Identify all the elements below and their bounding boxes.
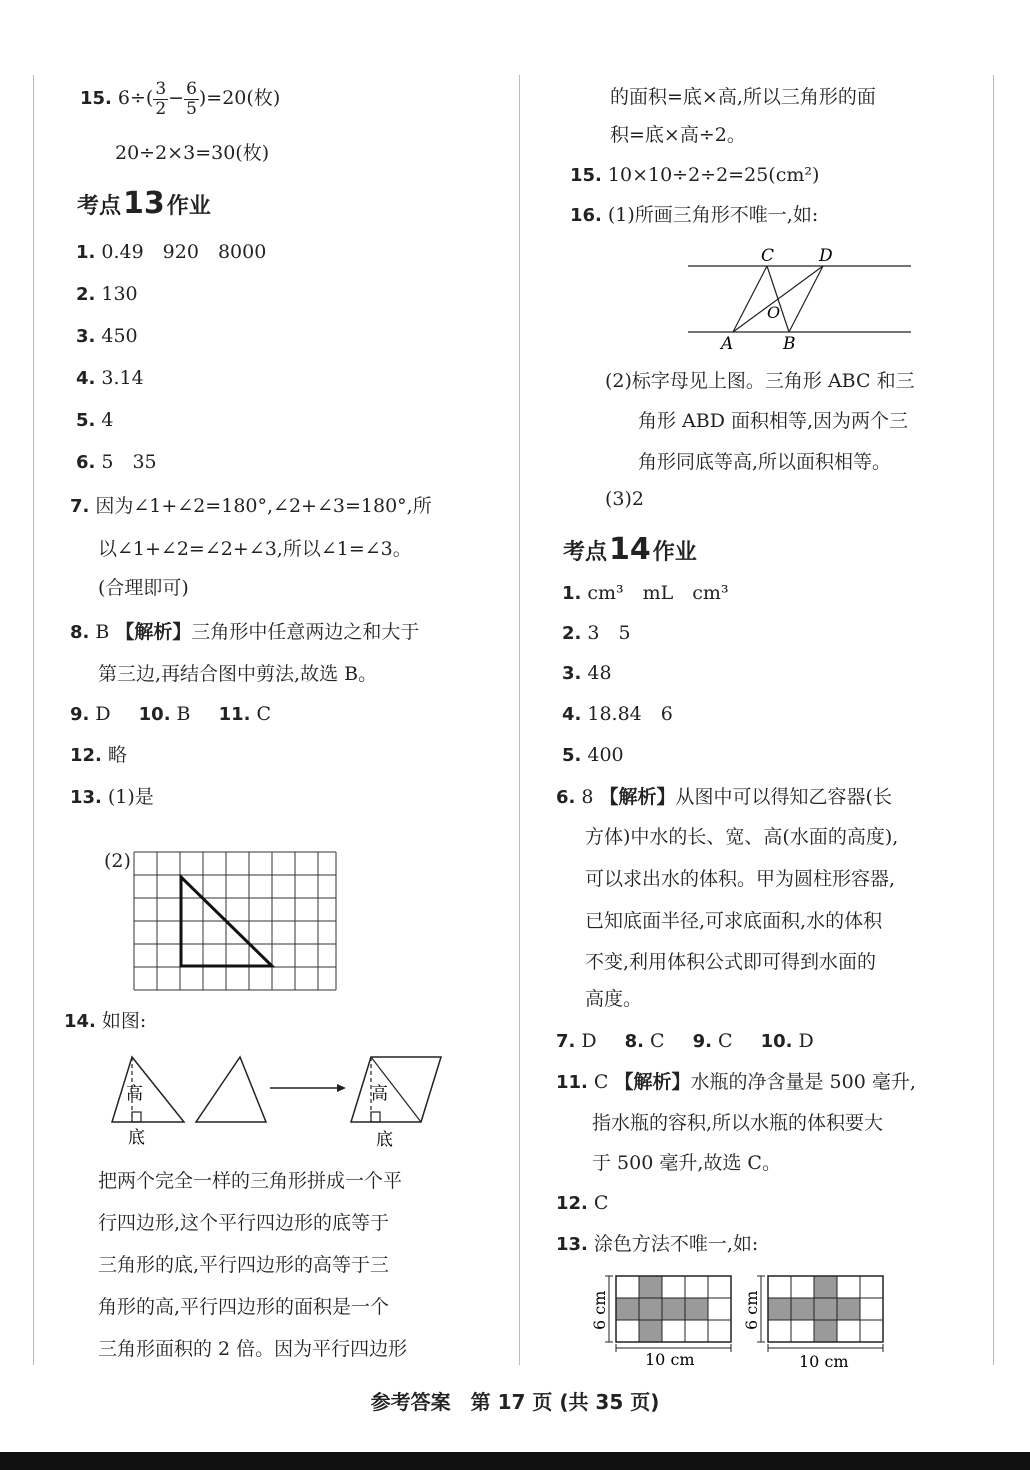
label-6cm-1: 6 cm	[590, 1290, 609, 1330]
fraction-3-2: $\frac{3}{2}$	[155, 79, 167, 119]
right-q11-line1: 11. C 【解析】水瓶的净含量是 500 毫升,	[556, 1071, 916, 1093]
right-q6-line6: 高度。	[585, 988, 643, 1010]
fraction-6-5: $\frac{6}{5}$	[186, 79, 197, 119]
triangle-to-parallelogram-figure	[108, 1052, 448, 1152]
bottom-scan-bar	[0, 1452, 1030, 1470]
right-q12: 12. C	[556, 1192, 609, 1214]
right-item-1: 1. cm³ mL cm³	[562, 582, 729, 604]
column-divider	[519, 75, 520, 1365]
left-q14-line4: 角形的高,平行四边形的面积是一个	[98, 1296, 390, 1318]
left-q15-line2: 20÷2×3=30(枚)	[115, 142, 270, 164]
right-q15: 15. 10×10÷2÷2=25(cm²)	[570, 164, 820, 186]
left-q14-line3: 三角形的底,平行四边形的高等于三	[98, 1254, 390, 1276]
label-O: O	[767, 303, 781, 322]
right-q13: 13. 涂色方法不唯一,如:	[556, 1233, 759, 1255]
label-gao-1: 高	[126, 1084, 143, 1104]
right-q11-line2: 指水瓶的容积,所以水瓶的体积要大	[592, 1112, 884, 1134]
label-A: A	[721, 334, 734, 354]
grid-lines	[134, 852, 336, 990]
section-title-14: 考点14作业	[563, 532, 697, 567]
shaded-grid-figure-2	[735, 1270, 890, 1370]
right-q6-line1: 6. 8 【解析】从图中可以得知乙容器(长	[556, 786, 892, 808]
page-footer	[0, 1386, 1030, 1415]
left-item-6: 6. 5 35	[76, 451, 157, 473]
right-q16-p2-line1: (2)标字母见上图。三角形 ABC 和三	[605, 370, 915, 392]
left-item-3: 3. 450	[76, 325, 138, 347]
label-D: D	[819, 246, 833, 266]
footer-page-number: 第 17 页 (共 35 页)	[470, 1390, 660, 1414]
right-cont-line1: 的面积=底×高,所以三角形的面	[610, 86, 876, 108]
right-item-3: 3. 48	[562, 662, 612, 684]
left-q12: 12. 略	[70, 744, 127, 766]
right-q6-line4: 已知底面半径,可求底面积,水的体积	[585, 910, 883, 932]
left-q7-line1: 7. 因为∠1+∠2=180°,∠2+∠3=180°,所	[70, 495, 432, 517]
right-item-5: 5. 400	[562, 744, 624, 766]
left-item-1: 1. 0.49 920 8000	[76, 241, 267, 263]
right-cont-line2: 积=底×高÷2。	[610, 124, 746, 146]
left-q7-line2: 以∠1+∠2=∠2+∠3,所以∠1=∠3。	[98, 538, 412, 560]
left-q8-line2: 第三边,再结合图中剪法,故选 B。	[98, 663, 378, 685]
right-item-2: 2. 3 5	[562, 622, 631, 644]
right-q16-p2-line2: 角形 ABD 面积相等,因为两个三	[638, 410, 909, 432]
left-q14: 14. 如图:	[64, 1010, 147, 1032]
right-item-4: 4. 18.84 6	[562, 703, 673, 725]
right-q6-line2: 方体)中水的长、宽、高(水面的高度),	[585, 826, 899, 848]
footer-title: 参考答案	[370, 1390, 451, 1414]
left-q15: 15. 6÷( $\frac{3}{2}$ − $\frac{6}{5}$ )=20(枚)	[80, 79, 281, 119]
label-C: C	[761, 246, 775, 266]
left-q14-line2: 行四边形,这个平行四边形的底等于	[98, 1212, 390, 1234]
left-q9-11: 9. D 10. B 11. C	[70, 703, 271, 725]
triangle-copy	[196, 1057, 266, 1122]
left-q13: 13. (1)是	[70, 786, 154, 808]
right-q16-p3: (3)2	[605, 488, 645, 510]
left-q8-line1: 8. B 【解析】三角形中任意两边之和大于	[70, 621, 420, 643]
label-10cm-1: 10 cm	[645, 1350, 695, 1369]
label-10cm-2: 10 cm	[799, 1352, 849, 1371]
shaded-grid-figure-1	[583, 1270, 738, 1370]
right-q6-line3: 可以求出水的体积。甲为圆柱形容器,	[585, 868, 896, 890]
left-item-5: 5. 4	[76, 409, 114, 431]
left-q14-line1: 把两个完全一样的三角形拼成一个平	[98, 1170, 403, 1192]
label-B: B	[783, 334, 796, 354]
left-margin-line	[33, 75, 34, 1365]
grid-triangle-figure	[134, 852, 338, 992]
right-margin-line	[993, 75, 994, 1365]
section-title-13: 考点13作业	[77, 186, 211, 221]
left-q7-line3: (合理即可)	[98, 577, 189, 599]
label-di-1: 底	[128, 1128, 145, 1148]
arrow-head	[337, 1084, 346, 1092]
triangle-with-height	[112, 1057, 184, 1122]
left-q13-part2: (2)	[104, 850, 131, 872]
label-di-2: 底	[376, 1130, 393, 1150]
right-q6-line5: 不变,利用体积公式即可得到水面的	[585, 951, 877, 973]
left-item-2: 2. 130	[76, 283, 138, 305]
right-q11-line3: 于 500 毫升,故选 C。	[592, 1152, 781, 1174]
label-gao-2: 高	[371, 1084, 388, 1104]
right-q16-p2-line3: 角形同底等高,所以面积相等。	[638, 451, 892, 473]
right-q16: 16. (1)所画三角形不唯一,如:	[570, 204, 819, 226]
parallel-lines-triangles-figure	[685, 244, 915, 356]
right-q7-10: 7. D 8. C 9. C 10. D	[556, 1030, 814, 1052]
left-item-4: 4. 3.14	[76, 367, 144, 389]
label-6cm-2: 6 cm	[742, 1290, 761, 1330]
left-q14-line5: 三角形面积的 2 倍。因为平行四边形	[98, 1338, 408, 1360]
